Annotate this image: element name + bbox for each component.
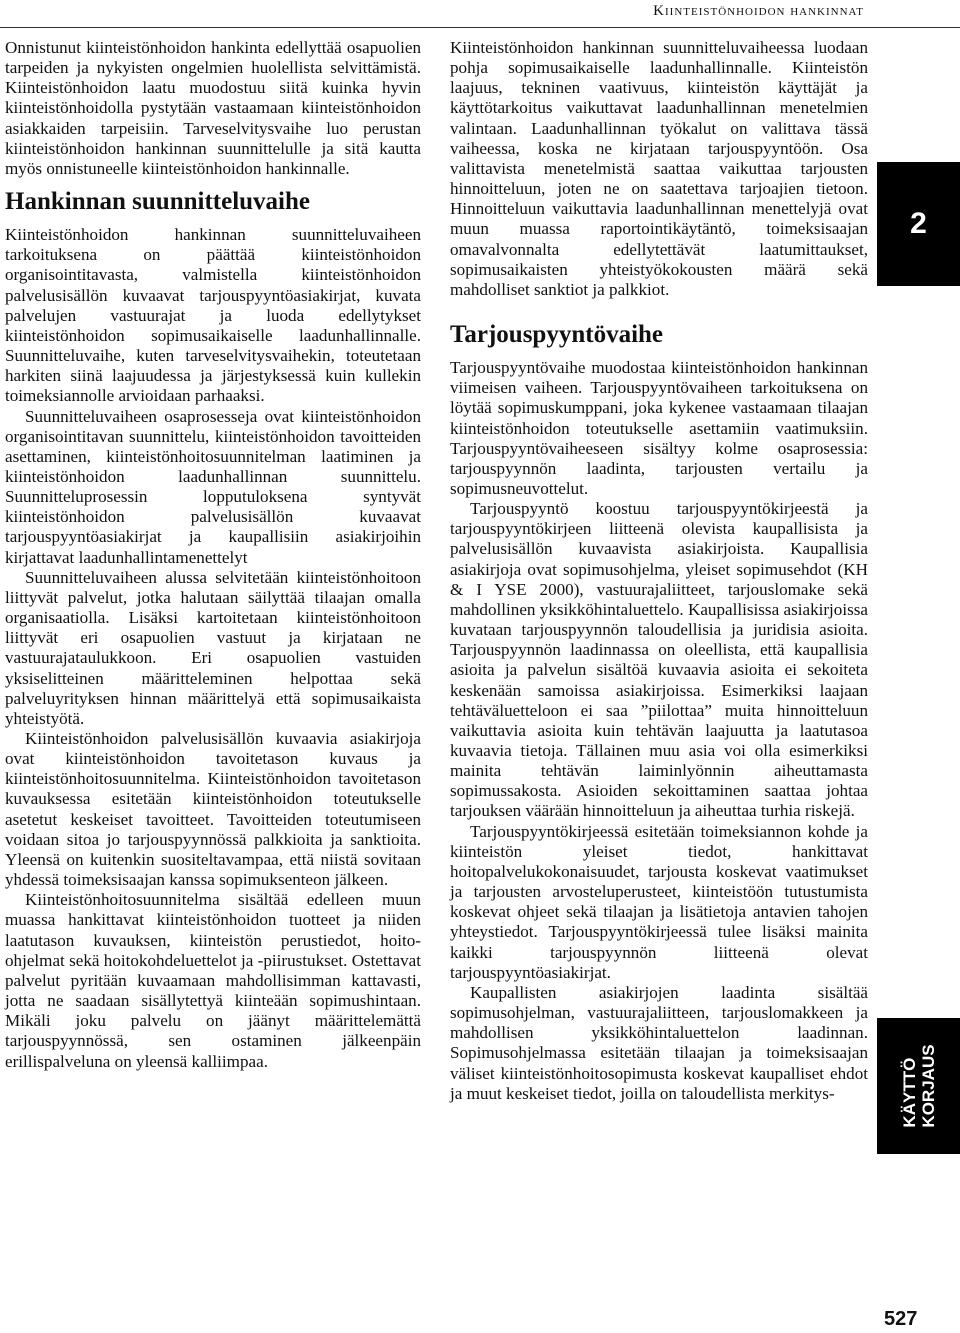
intro-paragraph: Onnistunut kiinteistönhoidon hankinta edellyttää osapuolien tarpeiden ja nykyisten ongelmien huolellista selvittämistä. Kiinteistönhoidon laatu muodostuu siitä kuinka hyvin kiinteistönhoidolla pystytään vastaamaan kiinteistönhoidon asiakkaiden tarpeisiin. Tarveselvitysvaihe luo perustan kiinteistönhoidon hankinnan suunnittelulle ja sitä kautta myös onnistuneelle kiinteistönhoidon hankinnalle. xyxy=(5,38,421,178)
paragraph: Suunnitteluvaiheen alussa selvitetään kiinteistönhoitoon liittyvät palvelut, jotka halutaan säilyttää tilaajan omalla organisaatiolla. Lisäksi kartoitetaan kiinteistönhoitoon liittyvät eri osapuolien vastuut ja kirjataan ne vastuurajataulukkoon. Eri osapuolien vastuiden yksiselitteinen määritteleminen helpottaa sekä palveluyrityksen hinnan määrittelyä että sopimusaikaista yhteistyötä. xyxy=(5,567,421,728)
section-label-tab xyxy=(877,1018,960,1154)
paragraph: Tarjouspyyntö koostuu tarjouspyyntökirjeestä ja tarjouspyyntökirjeen liitteenä olevista kaupallisista ja palvelusisällön kuvaavista asiakirjoista. Kaupallisia asiakirjoja ovat sopimusohjelma, yleiset sopimusehdot (KH & I YSE 2000), vastuurajaliitteet, tarjouslomake sekä mahdollinen yksikköhintaluettelo. Kaupallisissa asiakirjoissa kuvataan tarjouspyynnön taloudellisia ja juridisia asioita. Tarjouspyynnön laadinnassa on oleellista, että kaupallisia asioita ja palvelun sisältöä kuvaavia asioita ei sekoiteta keskenään samoissa asiakirjoissa. Esimerkiksi laajaan tehtäväluetteloon ei saa ”piilottaa” muita hinnoitteluun vaikuttavia asioita kuin tehtävän laajuutta ja laatutasoa kuvaavia tietoja. Tällainen muu asia voi olla esimerkiksi mainita tehtävän laiminlyönnin aiheuttamasta sopimussakosta. Asioiden sekoittaminen saattaa johtaa tarjouksen väärään hinnoitteluun ja aiheuttaa turhia riskejä. xyxy=(450,499,868,821)
paragraph: Kaupallisten asiakirjojen laadinta sisältää sopimusohjelman, vastuurajaliitteen, tarjouslomakkeen ja mahdollisen yksikköhintaluettelon laadinnan. Sopimusohjelmassa esitetään tilaajan ja toimeksisaajan väliset kiinteistönhoitosopimusta koskevat kaupalliset ehdot ja muut keskeiset tiedot, joilla on taloudellista merkitys- xyxy=(450,982,868,1103)
paragraph: Kiinteistönhoitosuunnitelma sisältää edelleen muun muassa hankittavat kiinteistönhoidon tuotteet ja niiden laatutason kuvauksen, kiinteistön perustiedot, hoito-ohjelmat sekä hoitokohdeluettelot ja -piirustukset. Ostettavat palvelut pyritään kuvaamaan mahdollisimman kattavasti, jotta ne saadaan sisällytettyä kiinteään sopimushintaan. Mikäli joku palvelu on jäänyt määrittelemättä tarjouspyynnössä, sen ostaminen jälkeenpäin erillispalveluna on yleensä kalliimpaa. xyxy=(5,890,421,1071)
running-header xyxy=(0,0,960,28)
chapter-number-tab xyxy=(877,162,960,286)
paragraph: Suunnitteluvaiheen osaprosesseja ovat kiinteistönhoidon organisointitavan suunnittelu, kiinteistönhoidon tavoitteiden asettaminen, kiinteistönhoitosuunnitelman laatiminen ja kiinteistönhoidon laadunhallinnan suunnittelu. Suunnitteluprosessin lopputuloksena syntyvät kiinteistönhoidon palvelusisällön kuvaavat tarjouspyyntöasiakirjat ja kaupallisiin asiakirjoihin kirjattavat laadunhallintamenettelyt xyxy=(5,406,421,567)
paragraph: Tarjouspyyntövaihe muodostaa kiinteistönhoidon hankinnan viimeisen vaiheen. Tarjouspyyntövaiheen tarkoituksena on löytää sopimuskumppani, joka kykenee vastaamaan tilaajan kiinteistönhoidon toteutukselle asettamiin vaatimuksiin. Tarjouspyyntövaiheeseen sisältyy kolme osaprosessia: tarjouspyynnön laadinta, tarjousten vertailu ja sopimusneuvottelut. xyxy=(450,358,868,498)
chapter-number: 2 xyxy=(910,207,927,240)
page-number: 527 xyxy=(884,1308,918,1330)
paragraph: Kiinteistönhoidon hankinnan suunnitteluvaiheen tarkoituksena on päättää kiinteistönhoidon organisointitavasta, valmistella kiinteistönhoidon palvelusisällön kuvaavat tarjouspyyntöasiakirjat, kuvata palvelujen vastuurajat ja luoda edellytykset kiinteistönhoidon sopimusaikaiselle laadunhallinnalle. Suunnitteluvaihe, kuten tarveselvitysvaihekin, toteutetaan harkiten siinä laajuudessa ja järjestyksessä kuin kullekin toimeksiannolle arvioidaan parhaaksi. xyxy=(5,225,421,406)
paragraph: Kiinteistönhoidon palvelusisällön kuvaavia asiakirjoja ovat kiinteistönhoidon tavoitetason kuvaus ja kiinteistönhoitosuunnitelma. Kiinteistönhoidon tavoitetason kuvauksessa esitetään kiinteistönhoidon toteutukselle asetetut keskeiset tavoitteet. Tavoitteiden toteutumiseen voidaan sitoa jo tarjouspyynnössä palkkioita ja sanktioita. Yleensä on kuitenkin suositeltavampaa, että niistä sovitaan yhdessä toimeksisaajan kanssa sopimuksenteon jälkeen. xyxy=(5,729,421,890)
section-label-line: KORJAUS xyxy=(918,1044,938,1128)
section-heading-tender: Tarjouspyyntövaihe xyxy=(450,321,664,349)
section-heading-planning: Hankinnan suunnitteluvaihe xyxy=(5,188,310,216)
section-label-line: KÄYTTÖ xyxy=(899,1057,919,1128)
right-column xyxy=(450,38,868,1104)
intro-paragraph: Kiinteistönhoidon hankinnan suunnitteluvaiheessa luodaan pohja sopimusaikaiselle laadunhallinnalle. Kiinteistön laajuus, tekninen vaativuus, kiinteistön käyttäjät ja käyttötarkoitus vaikuttavat laadunhallinnan menetelmien valintaan. Laadunhallinnan työkalut on valittava tässä vaiheessa, koska ne kirjataan tarjouspyyntöön. Osa valittavista menetelmistä saattaa vaikuttaa tarjousten hinnoitteluun, joten ne on saatettava tarjoajien tietoon. Hinnoitteluun vaikuttavia laadunhallinnan menettelyjä ovat muun muassa raportointikäytäntö, toimeksisaajan omavalvonnalta edellytettävät laatumittaukset, sopimusaikaisten yhteistyökokousten määrä sekä mahdolliset sanktiot ja palkkiot. xyxy=(450,38,868,299)
left-column xyxy=(5,38,421,1072)
paragraph: Tarjouspyyntökirjeessä esitetään toimeksiannon kohde ja kiinteistön yleiset tiedot, hankittavat hoitopalvelukokonaisuudet, tarjousta koskevat vaatimukset ja tarjousten arvosteluperusteet, kiinteistöön tutustumista koskevat ohjeet sekä tilaajan ja lisätietoja antavien tahojen yhteystiedot. Tarjouspyyntökirjeessä tulee lisäksi mainita kaikki tarjouspyynnön liitteenä olevat tarjouspyyntöasiakirjat. xyxy=(450,821,868,982)
section-label xyxy=(900,1044,938,1127)
running-title: Kiinteistönhoidon hankinnat xyxy=(653,3,864,19)
